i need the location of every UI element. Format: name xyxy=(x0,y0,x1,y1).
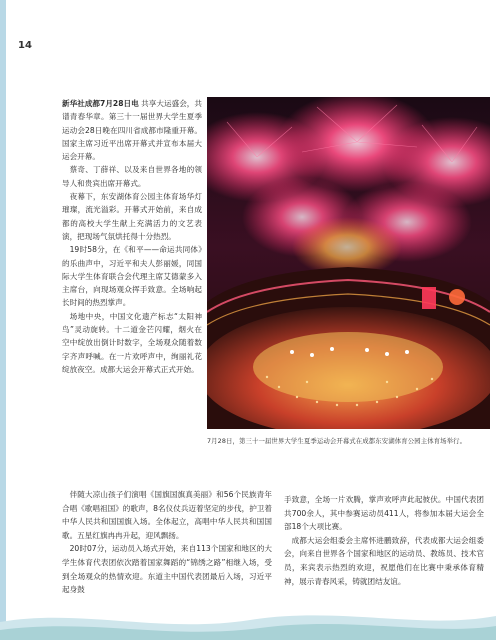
article-paragraph: 场地中央，中国文化遗产标志“太阳神鸟”灵动旋转。十二道金芒闪耀，烟火在空中绽放出倒计时数字，全场观众随着数字齐声呼喊。在一片欢呼声中，绚丽礼花绽放夜空。成都大运会开幕式正式开始。 xyxy=(62,311,202,374)
article-paragraph: 手致意，全场一片欢腾，掌声欢呼声此起彼伏。中国代表团共700余人，其中参赛运动员411人，将参加本届大运会全部18个大项比赛。 xyxy=(284,495,484,532)
fireworks-stadium-image xyxy=(207,97,490,429)
opening-ceremony-photo xyxy=(207,97,490,429)
article-paragraph: 20时07分，运动员入场式开始，来自113个国家和地区的大学生体育代表团依次踏着国家舞蹈的“锦绣之路”相继入场，受到全场观众的热情欢迎。东道主中国代表团最后入场，习近平起身鼓 xyxy=(62,544,272,595)
article-paragraph xyxy=(62,97,202,163)
article-paragraph: 伴随大凉山孩子们演唱《国旗国旗真美丽》和56个民族青年合唱《歌唱祖国》的歌声，8名仪仗兵迈着坚定的步伐，护卫着中华人民共和国国旗入场。全体起立，高唱中华人民共和国国歌。五星红旗冉冉升起，迎风飘扬。 xyxy=(62,490,272,540)
dateline: 新华社成都7月28日电 xyxy=(62,99,139,108)
article-bottom-left-column xyxy=(62,488,272,597)
page-number: 14 xyxy=(18,40,32,51)
article-paragraph: 成都大运会组委会主席怀进鹏致辞，代表成都大运会组委会，向来自世界各个国家和地区的运动员、教练员、技术官员，来宾表示热烈的欢迎，祝愿他们在比赛中秉承体育精神，展示青春风采，铸就团结友谊。 xyxy=(284,535,484,586)
article-bottom-right-column xyxy=(284,493,484,588)
article-left-column xyxy=(62,97,202,376)
article-paragraph: 夜幕下，东安湖体育公园主体育场华灯璀璨，流光溢彩。开幕式开始前，来自成都的高校大学生献上充满活力的文艺表演，把现场气氛烘托得十分热烈。 xyxy=(62,192,202,241)
decorative-wave-footer xyxy=(0,600,496,640)
article-paragraph: 19时58分，在《和平——命运共同体》的乐曲声中，习近平和夫人彭丽媛，同国际大学生体育联合会代理主席艾德蒙多入主席台，向现场观众挥手致意。全场响起长时间的热烈掌声。 xyxy=(62,245,202,308)
left-margin-bar xyxy=(0,0,6,640)
lead-text: 共享大运盛会，共谱青春华章。第三十一届世界大学生夏季运动会28日晚在四川省成都市隆重开幕。国家主席习近平出席开幕式并宣布本届大运会开幕。 xyxy=(62,99,202,162)
article-paragraph: 蔡奇、丁薛祥、以及来自世界各地的领导人和贵宾出席开幕式。 xyxy=(62,165,202,188)
photo-caption: 7月28日，第三十一届世界大学生夏季运动会开幕式在成都东安湖体育公园主体育场举行。 xyxy=(207,437,467,445)
